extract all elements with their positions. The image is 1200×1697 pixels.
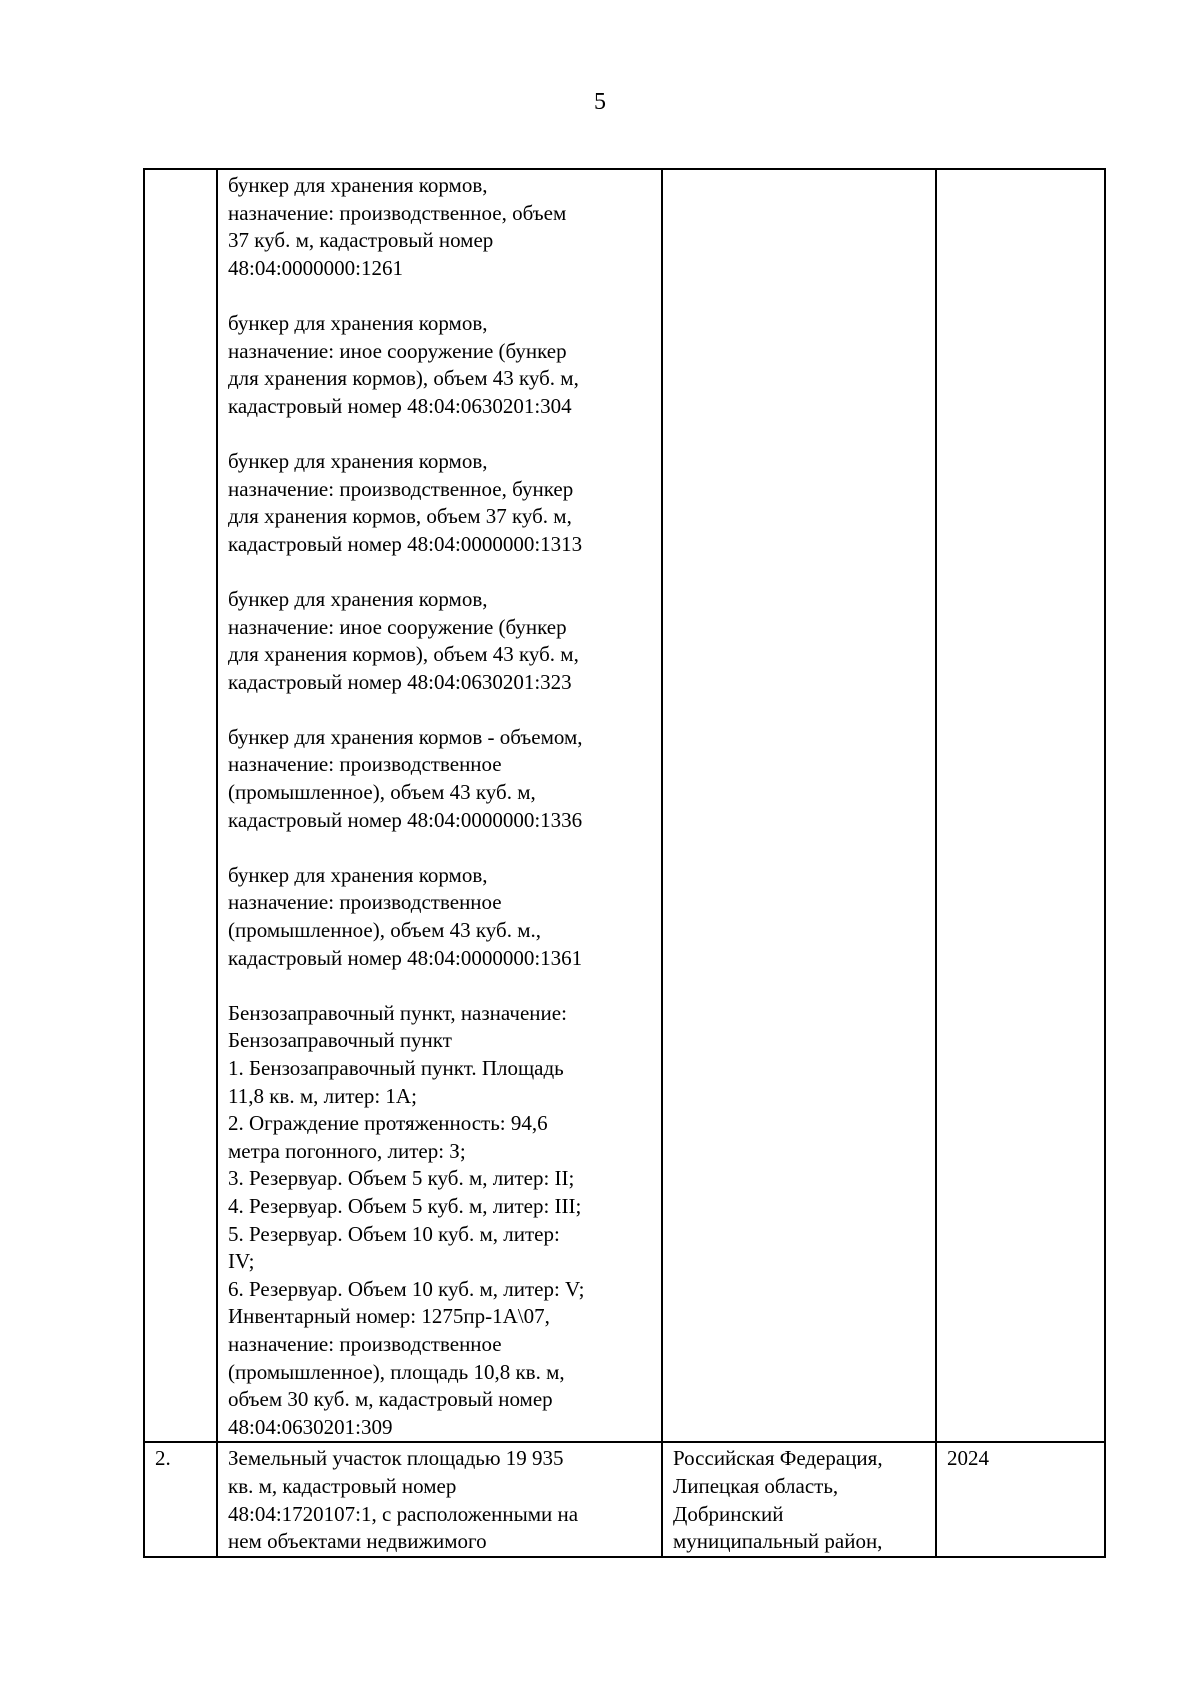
text-line: для хранения кормов, объем 37 куб. м, xyxy=(228,504,572,529)
text-line: назначение: производственное xyxy=(228,890,502,915)
year-cell: 2024 xyxy=(936,1442,1105,1556)
text-line: бункер для хранения кормов, xyxy=(228,310,488,335)
text-line: Российская Федерация, xyxy=(673,1446,883,1471)
text-line: бункер для хранения кормов, xyxy=(228,173,488,197)
object-entry xyxy=(228,862,651,972)
text-line: кадастровый номер 48:04:0000000:1361 xyxy=(228,945,583,970)
text-line: 11,8 кв. м, литер: 1А; xyxy=(228,1083,417,1108)
text-line: муниципальный район, xyxy=(673,1529,883,1554)
object-entry xyxy=(228,172,651,282)
text-line: бункер для хранения кормов, xyxy=(228,862,488,887)
page-number: 5 xyxy=(594,89,606,115)
text-line: кадастровый номер 48:04:0630201:323 xyxy=(228,669,572,694)
text-line: нем объектами недвижимого xyxy=(228,1529,487,1554)
text-line: для хранения кормов), объем 43 куб. м, xyxy=(228,366,579,391)
text-line: назначение: иное сооружение (бункер xyxy=(228,614,567,639)
text-line: Инвентарный номер: 1275пр-1А\07, xyxy=(228,1304,550,1329)
text-line: (промышленное), объем 43 куб. м., xyxy=(228,918,541,943)
text-line: 5. Резервуар. Объем 10 куб. м, литер: xyxy=(228,1221,560,1246)
text-line: метра погонного, литер: З; xyxy=(228,1138,466,1163)
text-line: бункер для хранения кормов, xyxy=(228,586,488,611)
text-line: 3. Резервуар. Объем 5 куб. м, литер: II; xyxy=(228,1166,575,1191)
text-line: бункер для хранения кормов - объемом, xyxy=(228,724,583,749)
text-line: 1. Бензозаправочный пункт. Площадь xyxy=(228,1056,564,1080)
object-description-cell xyxy=(217,169,662,1442)
location-cell xyxy=(662,169,936,1442)
text-line: назначение: производственное, объем xyxy=(228,200,567,225)
text-line: 48:04:0630201:309 xyxy=(228,1414,393,1439)
location-cell xyxy=(662,1442,936,1556)
text-line: кв. м, кадастровый номер xyxy=(228,1473,457,1498)
text-line: 2. Ограждение протяженность: 94,6 xyxy=(228,1111,548,1136)
text-line: назначение: производственное, бункер xyxy=(228,476,574,501)
text-line: Бензозаправочный пункт xyxy=(228,1028,452,1053)
table-row-continuation xyxy=(144,169,1105,1442)
object-entry xyxy=(228,310,651,420)
text-line: 48:04:1720107:1, с расположенными на xyxy=(228,1501,579,1526)
text-line: Бензозаправочный пункт, назначение: xyxy=(228,1000,567,1025)
row-number-cell xyxy=(144,169,217,1442)
text-line: 37 куб. м, кадастровый номер xyxy=(228,228,494,253)
text-line: объем 30 куб. м, кадастровый номер xyxy=(228,1387,553,1412)
text-line: кадастровый номер 48:04:0000000:1313 xyxy=(228,531,583,556)
row-number-cell: 2. xyxy=(144,1442,217,1556)
year-cell xyxy=(936,169,1105,1442)
table-row-2 xyxy=(144,1442,1105,1556)
object-entry xyxy=(228,724,651,834)
object-description-cell xyxy=(217,1442,662,1556)
text-line: Липецкая область, xyxy=(673,1473,839,1498)
text-line: 4. Резервуар. Объем 5 куб. м, литер: III; xyxy=(228,1193,582,1218)
text-line: Добринский xyxy=(673,1501,784,1526)
text-line: назначение: иное сооружение (бункер xyxy=(228,338,567,363)
text-line: назначение: производственное xyxy=(228,1331,502,1356)
text-line: (промышленное), площадь 10,8 кв. м, xyxy=(228,1359,565,1384)
text-line: (промышленное), объем 43 куб. м, xyxy=(228,780,536,805)
property-table xyxy=(143,168,1106,1558)
object-entry xyxy=(228,448,651,558)
text-line: 48:04:0000000:1261 xyxy=(228,255,404,280)
text-line: назначение: производственное xyxy=(228,752,502,777)
text-line: для хранения кормов), объем 43 куб. м, xyxy=(228,642,579,667)
text-line: кадастровый номер 48:04:0630201:304 xyxy=(228,393,572,418)
text-line: IV; xyxy=(228,1249,255,1274)
text-line: кадастровый номер 48:04:0000000:1336 xyxy=(228,807,583,832)
text-line: Земельный участок площадью 19 935 xyxy=(228,1446,564,1471)
text-line: бункер для хранения кормов, xyxy=(228,448,488,473)
object-entry xyxy=(228,1000,651,1442)
text-line: 6. Резервуар. Объем 10 куб. м, литер: V; xyxy=(228,1276,585,1301)
object-entry xyxy=(228,586,651,696)
